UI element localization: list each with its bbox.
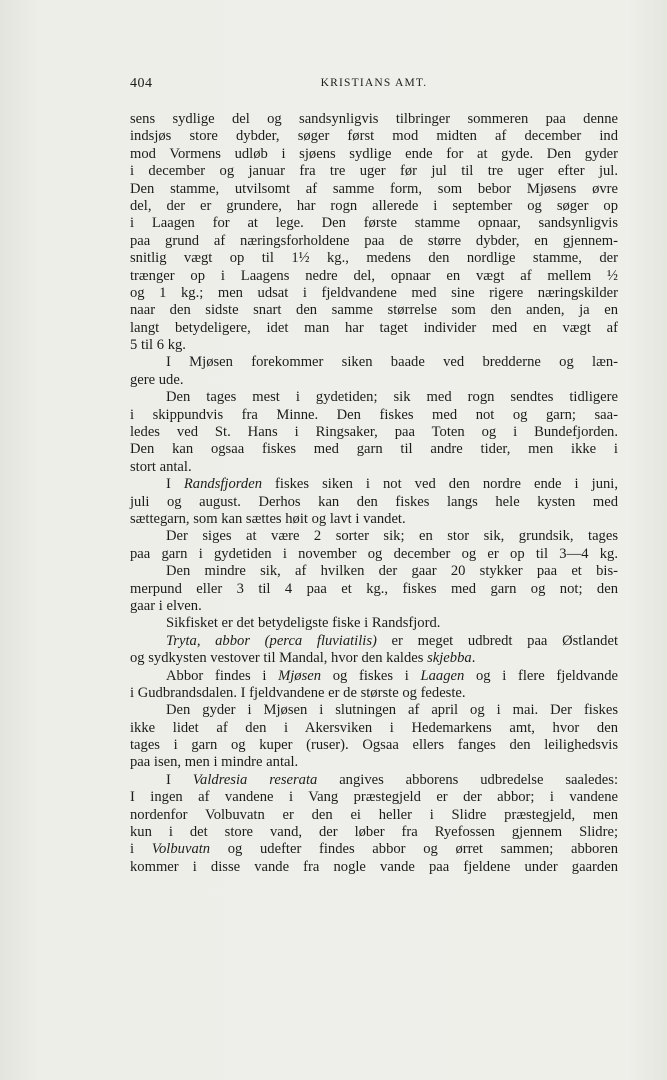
text-segment: del, der er grundere, har rogn allerede i september og søger op — [130, 197, 618, 214]
text-line — [130, 737, 618, 754]
italic-text: Randsfjorden — [183, 476, 262, 493]
text-segment: i Laagen for at lege. Den første stamme opnaar, sandsynligvis — [130, 215, 618, 232]
text-line — [130, 441, 618, 458]
body-text — [130, 111, 618, 876]
page-header — [130, 76, 618, 94]
text-line — [130, 563, 618, 580]
text-segment: merpund eller 3 til 4 paa et kg., fiskes med garn og not; den — [130, 580, 618, 597]
text-line — [130, 807, 618, 824]
text-segment: snitlig vægt op til 1½ kg., medens den nordlige stamme, der — [130, 250, 618, 267]
text-segment: kun i det store vand, der løber fra Ryefossen gjennem Slidre; — [130, 824, 618, 841]
text-segment: i december og januar fra tre uger før jul til tre uger efter jul. — [130, 163, 618, 180]
text-line — [130, 372, 618, 389]
text-line — [130, 285, 618, 302]
text-line — [130, 268, 618, 285]
text-segment: naar den sidste snart den samme størrelse som den anden, ja en — [130, 302, 618, 319]
text-segment: tages i garn og kuper (ruser). Ogsaa ellers fanges den leilighedsvis — [130, 737, 618, 754]
text-segment: . — [471, 650, 476, 667]
text-segment: Den mindre sik, af hvilken der gaar 20 stykker paa et bis- — [166, 563, 618, 580]
text-line — [130, 824, 618, 841]
text-line — [130, 407, 618, 424]
text-line — [130, 302, 618, 319]
page-number: 404 — [130, 76, 153, 91]
text-segment: Den tages mest i gydetiden; sik med rogn sendtes tidligere — [166, 389, 618, 406]
text-segment: gere ude. — [130, 371, 184, 388]
text-segment: og fiskes i — [321, 667, 421, 684]
text-line — [130, 459, 618, 476]
text-segment: gaar i elven. — [130, 597, 202, 614]
text-segment: i skippundvis fra Minne. Den fiskes med not og garn; saa- — [130, 406, 618, 423]
text-segment: sættegarn, som kan sættes høit og lavt i vandet. — [130, 510, 406, 527]
text-line — [130, 424, 618, 441]
text-line — [130, 494, 618, 511]
text-segment: stort antal. — [130, 458, 192, 475]
italic-text: skjebba — [427, 650, 472, 667]
text-segment: I Mjøsen forekommer siken baade ved bredderne og læn- — [166, 354, 618, 371]
text-line — [130, 198, 618, 215]
text-segment: 5 til 6 kg. — [130, 337, 186, 354]
italic-text: Tryta, abbor (perca fluviatilis) — [166, 632, 377, 649]
text-segment: trænger op i Laagens nedre del, opnaar en vægt af mellem ½ — [130, 267, 618, 284]
text-line — [130, 111, 618, 128]
text-line — [130, 650, 618, 667]
text-line — [130, 702, 618, 719]
italic-text: Volbuvatn — [151, 841, 211, 858]
text-line — [130, 581, 618, 598]
text-line — [130, 598, 618, 615]
text-line — [130, 250, 618, 267]
text-segment: Abbor findes i — [166, 667, 279, 684]
text-line — [130, 841, 618, 858]
text-segment: og sydkysten vestover til Mandal, hvor den kaldes — [130, 650, 428, 667]
text-segment: Sikfisket er det betydeligste fiske i Randsfjord. — [166, 615, 441, 632]
text-segment: juli og august. Derhos kan den fiskes langs hele kysten med — [130, 493, 618, 510]
text-line — [130, 337, 618, 354]
text-segment: Den kan ogsaa fiskes med garn til andre tider, men ikke i — [130, 441, 618, 458]
text-segment: og udefter findes abbor og ørret sammen; abboren — [210, 841, 618, 858]
text-segment: Den stamme, utvilsomt af samme form, som bebor Mjøsens øvre — [130, 180, 618, 197]
text-line — [130, 546, 618, 563]
text-line — [130, 720, 618, 737]
running-title: KRISTIANS AMT. — [320, 77, 428, 89]
text-line — [130, 511, 618, 528]
text-line — [130, 772, 618, 789]
text-line — [130, 668, 618, 685]
italic-text: Mjøsen — [278, 667, 322, 684]
text-segment: kommer i disse vande fra nogle vande paa fjeldene under gaarden — [130, 858, 618, 875]
italic-text: Laagen — [420, 667, 465, 684]
text-segment: sens sydlige del og sandsynligvis tilbringer sommeren paa denne — [130, 111, 618, 127]
italic-text: Valdresia reserata — [192, 771, 318, 788]
text-line — [130, 146, 618, 163]
text-line — [130, 685, 618, 702]
text-line — [130, 354, 618, 371]
text-segment: langt betydeligere, idet man har taget individer med en vægt af — [130, 319, 618, 336]
text-line — [130, 128, 618, 145]
text-line — [130, 615, 618, 632]
text-segment: i — [130, 841, 152, 858]
text-line — [130, 163, 618, 180]
text-segment: I — [166, 476, 184, 493]
text-line — [130, 476, 618, 493]
text-line — [130, 215, 618, 232]
text-segment: I ingen af vandene i Vang præstegjeld er der abbor; i vandene — [130, 789, 618, 806]
text-line — [130, 528, 618, 545]
text-line — [130, 633, 618, 650]
text-line — [130, 181, 618, 198]
text-segment: ledes ved St. Hans i Ringsaker, paa Toten og i Bundefjorden. — [130, 424, 618, 441]
text-segment: mod Vormens udløb i sjøens sydlige ende for at gyde. Den gyder — [130, 145, 618, 162]
text-segment: Den gyder i Mjøsen i slutningen af april og i mai. Der fiskes — [166, 702, 618, 719]
text-line — [130, 789, 618, 806]
text-segment: i Gudbrandsdalen. I fjeldvandene er de største og fedeste. — [130, 684, 466, 701]
text-line — [130, 389, 618, 406]
text-segment: fiskes siken i not ved den nordre ende i juni, — [262, 476, 618, 493]
text-line — [130, 859, 618, 876]
text-segment: indsjøs store dybder, søger først mod midten af december ind — [130, 128, 618, 145]
text-line — [130, 754, 618, 771]
text-segment: paa isen, men i mindre antal. — [130, 754, 299, 771]
text-segment: I — [166, 771, 193, 788]
text-segment: paa garn i gydetiden i november og december og er op til 3—4 kg. — [130, 545, 618, 562]
text-line — [130, 233, 618, 250]
text-segment: og i flere fjeldvande — [464, 667, 618, 684]
text-segment: paa grund af næringsforholdene paa de større dybder, en gjennem- — [130, 232, 618, 249]
text-segment: og 1 kg.; men udsat i fjeldvandene med sine rigere næringskilder — [130, 284, 618, 301]
text-line — [130, 320, 618, 337]
text-segment: nordenfor Volbuvatn er den ei heller i Slidre præstegjeld, men — [130, 806, 618, 823]
text-segment: angives abborens udbredelse saaledes: — [317, 771, 618, 788]
text-segment: er meget udbredt paa Østlandet — [376, 632, 618, 649]
text-segment: Der siges at være 2 sorter sik; en stor sik, grundsik, tages — [166, 528, 618, 545]
text-segment: ikke lidet af den i Akersviken i Hedemarkens amt, hvor den — [130, 719, 618, 736]
